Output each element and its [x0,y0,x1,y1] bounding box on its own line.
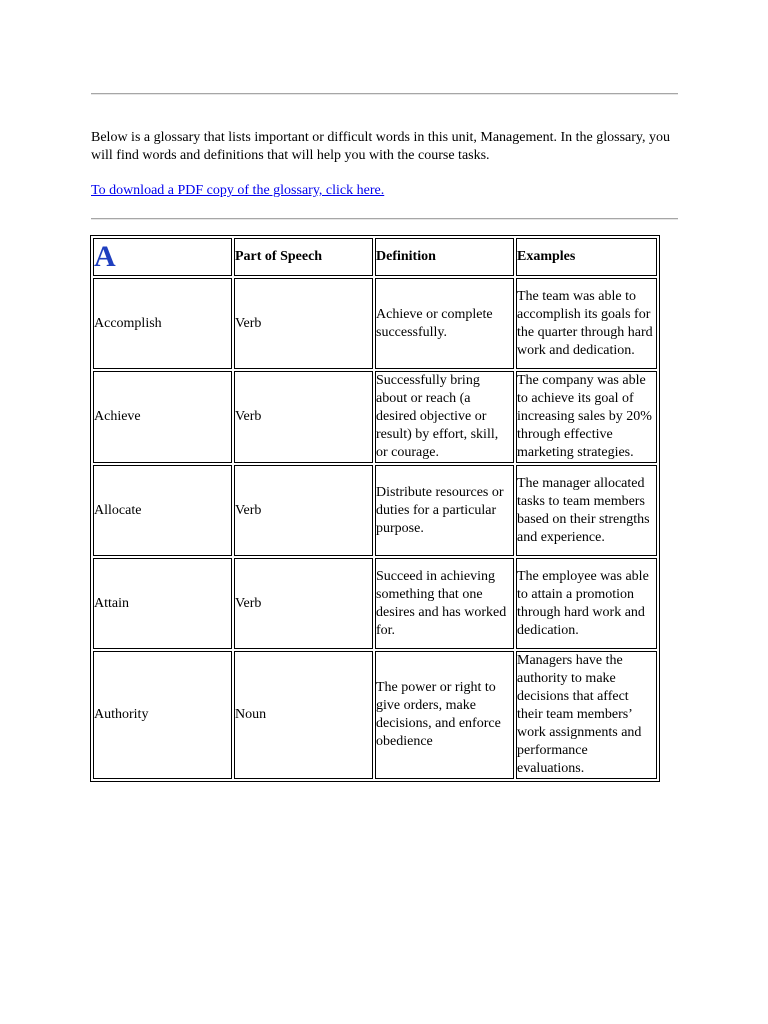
letter-a: A [94,240,116,273]
term-cell: Allocate [93,465,232,556]
definition-cell: Distribute resources or duties for a particular purpose. [375,465,514,556]
part-of-speech-cell: Verb [234,465,373,556]
example-cell: The employee was able to attain a promotion through hard work and dedication. [516,558,657,649]
intro-paragraph: Below is a glossary that lists important or difficult words in this unit, Management. In the glossary, you will find words and definitions that will help you with the course tasks. [91,130,670,163]
column-header-part-of-speech: Part of Speech [234,238,373,276]
section-divider [91,218,678,220]
example-cell: The company was able to achieve its goal of increasing sales by 20% through effective marketing strategies. [516,371,657,463]
part-of-speech-cell: Noun [234,651,373,779]
glossary-header-row [93,238,657,276]
part-of-speech-cell: Verb [234,371,373,463]
column-header-examples: Examples [516,238,657,276]
example-cell: The team was able to accomplish its goals for the quarter through hard work and dedication. [516,278,657,369]
column-header-definition: Definition [375,238,514,276]
term-cell: Authority [93,651,232,779]
table-row [93,278,657,369]
term-cell: Achieve [93,371,232,463]
top-divider [91,93,678,95]
definition-cell: Achieve or complete successfully. [375,278,514,369]
download-pdf-link[interactable]: To download a PDF copy of the glossary, click here. [91,183,385,198]
table-row [93,651,657,779]
example-cell: Managers have the authority to make decisions that affect their team members’ work assignments and performance evaluations. [516,651,657,779]
letter-heading [93,238,232,276]
table-row [93,371,657,463]
part-of-speech-cell: Verb [234,558,373,649]
term-cell: Accomplish [93,278,232,369]
table-row [93,465,657,556]
definition-cell: Succeed in achieving something that one desires and has worked for. [375,558,514,649]
table-row [93,558,657,649]
definition-cell: Successfully bring about or reach (a desired objective or result) by effort, skill, or courage. [375,371,514,463]
definition-cell: The power or right to give orders, make decisions, and enforce obedience [375,651,514,779]
part-of-speech-cell: Verb [234,278,373,369]
example-cell: The manager allocated tasks to team members based on their strengths and experience. [516,465,657,556]
term-cell: Attain [93,558,232,649]
glossary-table [90,235,660,782]
